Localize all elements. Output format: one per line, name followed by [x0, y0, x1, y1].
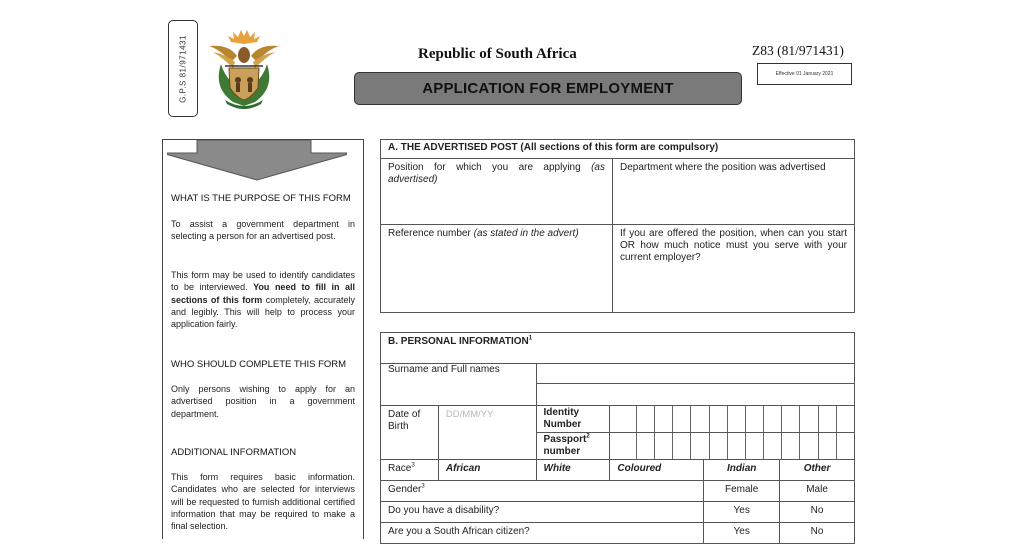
passport-digit-cell[interactable]	[745, 433, 763, 459]
form-title: APPLICATION FOR EMPLOYMENT	[354, 72, 742, 105]
id-digit-cell[interactable]	[764, 406, 782, 432]
country-name: Republic of South Africa	[418, 46, 577, 62]
race-option-other[interactable]: Other	[780, 460, 855, 481]
id-digit-cell[interactable]	[673, 406, 691, 432]
race-option-white[interactable]: White	[536, 460, 610, 481]
passport-digit-cell[interactable]	[782, 433, 800, 459]
coat-of-arms-icon	[203, 28, 285, 112]
id-digit-cell[interactable]	[782, 406, 800, 432]
additional-text: This form requires basic information. Candidates who are selected for interviews will be requested to furnish additional certified information that may be required to make a final selection.	[171, 472, 355, 532]
reference-number-field[interactable]: Reference number (as stated in the advert)	[381, 225, 613, 313]
id-digit-cell[interactable]	[691, 406, 709, 432]
dob-field[interactable]: DD/MM/YY	[438, 406, 536, 460]
passport-digit-cell[interactable]	[709, 433, 727, 459]
race-option-coloured[interactable]: Coloured	[610, 460, 704, 481]
id-digit-cell[interactable]	[836, 406, 854, 432]
department-field[interactable]: Department where the position was advertised	[613, 159, 855, 225]
passport-digit-cell[interactable]	[727, 433, 745, 459]
id-digit-cell[interactable]	[745, 406, 763, 432]
section-a-advertised-post	[380, 139, 855, 313]
passport-number-field[interactable]	[610, 433, 855, 460]
notice-period-field[interactable]: If you are offered the position, when can you start OR how much notice must you serve with your current employer?	[613, 225, 855, 313]
who-heading: WHO SHOULD COMPLETE THIS FORM	[171, 359, 347, 370]
race-option-indian[interactable]: Indian	[704, 460, 780, 481]
purpose-text: To assist a government department in selecting a person for an advertised post.	[171, 219, 355, 242]
disability-option-yes[interactable]: Yes	[704, 502, 780, 523]
form-number: Z83 (81/971431)	[752, 43, 844, 58]
passport-digit-cell[interactable]	[800, 433, 818, 459]
id-digit-cell[interactable]	[818, 406, 836, 432]
passport-digit-cell[interactable]	[673, 433, 691, 459]
citizen-option-no[interactable]: No	[780, 523, 855, 544]
gender-label: Gender$^3$	[381, 481, 704, 502]
passport-digit-cell[interactable]	[610, 433, 636, 459]
citizen-label: Are you a South African citizen?	[381, 523, 704, 544]
passport-digit-cell[interactable]	[764, 433, 782, 459]
section-a-heading: A. THE ADVERTISED POST (All sections of this form are compulsory)	[381, 140, 855, 159]
who-text: Only persons wishing to apply for an advertised position in a government department.	[171, 384, 355, 419]
effective-date: Effective 01 January 2021	[757, 63, 852, 85]
id-digit-cell[interactable]	[636, 406, 654, 432]
id-digit-cell[interactable]	[709, 406, 727, 432]
race-option-african[interactable]: African	[438, 460, 536, 481]
section-b-heading: B. PERSONAL INFORMATION$^1$	[381, 333, 855, 364]
id-number-field[interactable]	[610, 406, 855, 433]
info-sidebar	[162, 139, 364, 539]
position-field[interactable]: Position for which you are applying (as advertised)	[381, 159, 613, 225]
surname-label: Surname and Full names	[381, 364, 537, 406]
passport-label: Passport$^2$ number	[536, 433, 610, 460]
disability-option-no[interactable]: No	[780, 502, 855, 523]
citizen-option-yes[interactable]: Yes	[704, 523, 780, 544]
passport-digit-cell[interactable]	[636, 433, 654, 459]
id-digit-cell[interactable]	[727, 406, 745, 432]
gender-option-male[interactable]: Male	[780, 481, 855, 502]
down-arrow-icon	[167, 140, 347, 182]
race-label: Race$^3$	[381, 460, 439, 481]
section-b-personal-information	[380, 332, 855, 544]
purpose-heading: WHAT IS THE PURPOSE OF THIS FORM	[171, 193, 351, 204]
passport-digit-cell[interactable]	[691, 433, 709, 459]
passport-digit-cell[interactable]	[818, 433, 836, 459]
additional-heading: ADDITIONAL INFORMATION	[171, 447, 297, 458]
id-digit-cell[interactable]	[655, 406, 673, 432]
gps-code: G.P.S 81/971431	[178, 34, 188, 103]
usage-text: This form may be used to identify candidates to be interviewed. You need to fill in all sections of this form completely, accurately and legibly. This will help to process your application fairly.	[171, 270, 355, 330]
surname-field[interactable]	[536, 364, 854, 406]
dob-label: Date of Birth	[381, 406, 439, 460]
id-digit-cell[interactable]	[610, 406, 636, 432]
disability-label: Do you have a disability?	[381, 502, 704, 523]
gps-code-box	[168, 20, 198, 117]
id-digit-cell[interactable]	[800, 406, 818, 432]
passport-digit-cell[interactable]	[655, 433, 673, 459]
id-number-label: Identity Number	[536, 406, 610, 433]
passport-digit-cell[interactable]	[836, 433, 854, 459]
gender-option-female[interactable]: Female	[704, 481, 780, 502]
